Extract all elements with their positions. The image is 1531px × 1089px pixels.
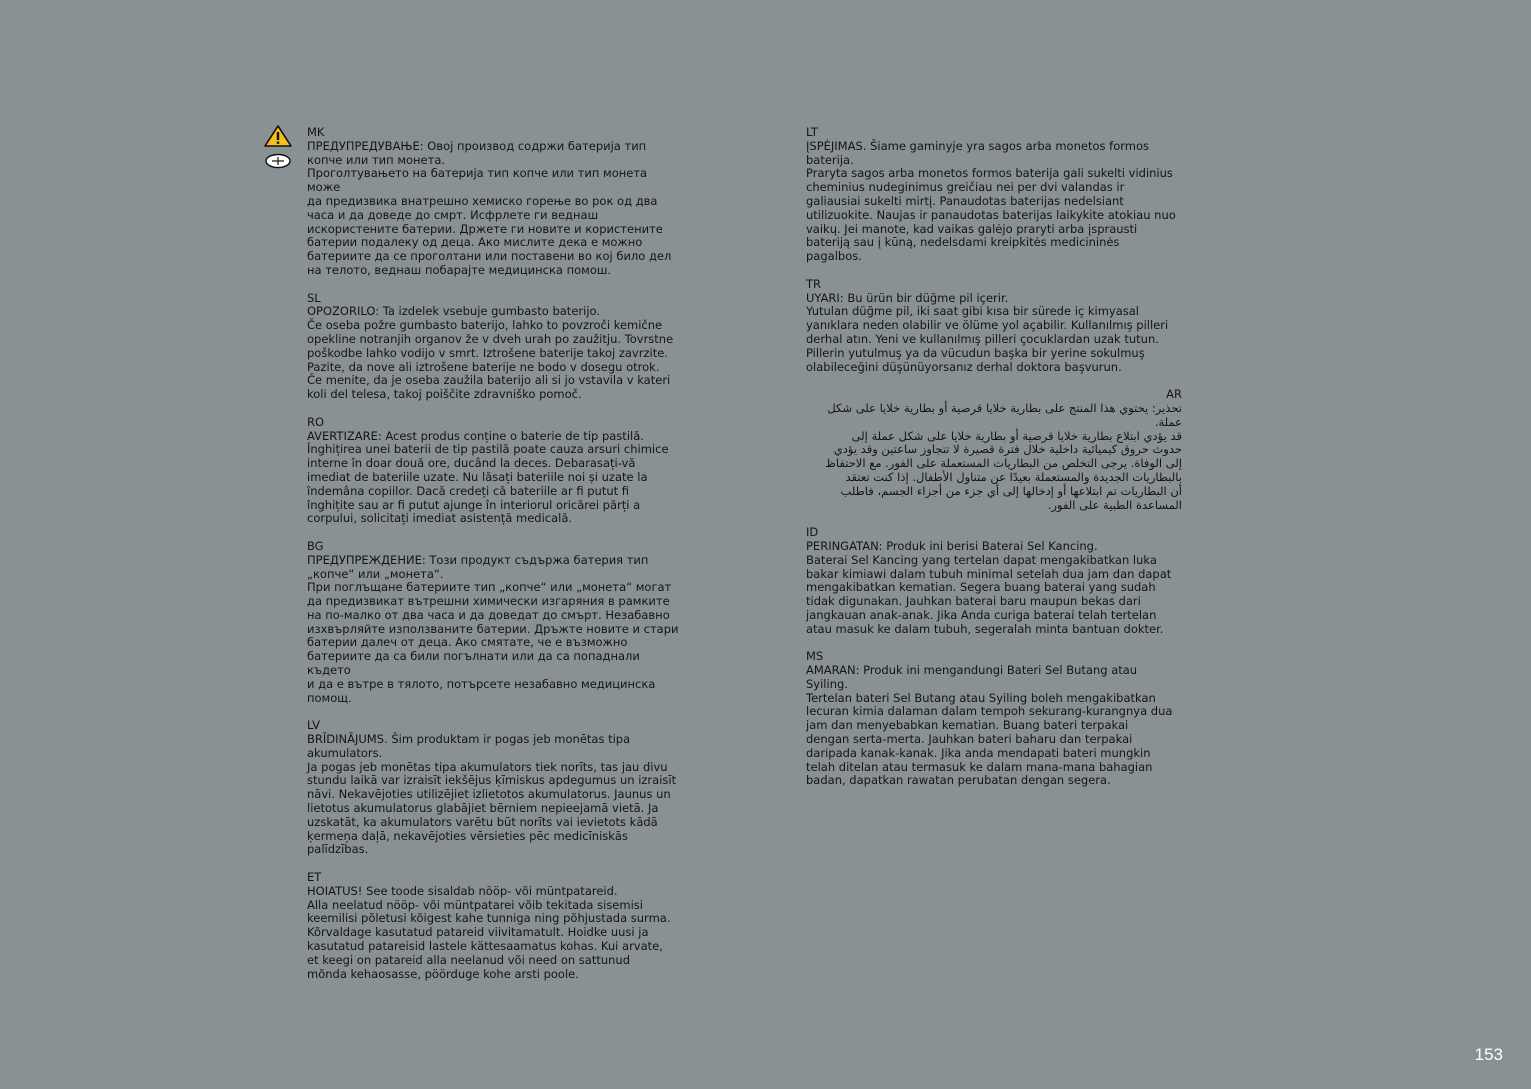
language-code: ET — [307, 870, 322, 885]
section-mk — [307, 126, 683, 278]
section-lv — [307, 719, 683, 857]
language-code: TR — [806, 276, 822, 291]
language-code: ID — [806, 525, 819, 540]
warning-text: ПРЕДУПРЕДУВАЊЕ: Овој производ содржи батерија тип копче или тип монета. Проголтувањето на батерија тип копче или тип монета може да предизвика внатрешно хемиско горење во рок од два часа и да доведе до смрт. Исфрлете ги веднаш искористените батерии. Држете ги новите и користените батерии подалеку од деца. Ако мислите дека е можно батериите да се проголтани или поставени во кој било дел на телото, веднаш побарајте медицинска помош. — [307, 138, 672, 277]
section-ar — [806, 388, 1182, 512]
language-code: AR — [1166, 387, 1182, 402]
warning-text: AVERTIZARE: Acest produs conține o baterie de tip pastilă. Înghițirea unei baterii de tip pastilă poate cauza arsuri chimice interne în doar două ore, ducând la deces. Debarasați-vă imediat de bateriile uzate. Nu lăsați bateriile noi și uzate la îndemâna copiilor. Dacă credeți că bateriile ar fi putut fi înghițite sau ar fi putut ajunge în interiorul oricărei părți a corpului, solicitați imediat asistență medicală. — [307, 428, 669, 526]
warning-icons — [264, 125, 292, 169]
warning-triangle-icon — [264, 125, 292, 147]
section-bg — [307, 540, 683, 706]
language-code: BG — [307, 538, 324, 553]
warning-text: UYARI: Bu ürün bir düğme pil içerir. Yutulan düğme pil, iki saat gibi kısa bir sürede iç kimyasal yanıklara neden olabilir ve ölüme yol açabilir. Kullanılmış pilleri derhal atın. Yeni ve kullanılmış pilleri çocuklardan uzak tutun. Pillerin yutulmuş ya da vücudun başka bir yerine sokulmuş olabileceğini düşünüyorsanız derhal doktora başvurun. — [806, 290, 1169, 374]
section-lt — [806, 126, 1182, 264]
section-tr — [806, 278, 1182, 375]
language-code: SL — [307, 290, 321, 305]
warning-text: تحذير: يحتوي هذا المنتج على بطارية خلايا قرصية أو بطارية خلايا على شكل عملة. قد يؤدي ابتلاع بطارية خلايا قرصية أو بطارية خلايا على شكل عملة إلى حدوث حروق كيميائية داخلية خلال فترة قصيرة لا تتجاوز ساعتين وقد يؤدي إلى الوفاة. يرجى التخلص من البطاريات المستعملة على الفور. مع الاحتفاظ بالبطاريات الجديدة والمستعملة بعيدًا عن متناول الأطفال. إذا كنت تعتقد أن البطاريات تم ابتلاعها أو إدخالها إلى أي جزء من أجزاء الجسم، فاطلب المساعدة الطبية على الفور. — [825, 400, 1182, 512]
left-column — [307, 126, 683, 995]
warning-text: AMARAN: Produk ini mengandungi Bateri Sel Butang atau Syiling. Tertelan bateri Sel Butang atau Syiling boleh mengakibatkan lecuran kimia dalaman dalam tempoh sekurang-kurangnya dua jam dan menyebabkan kematian. Buang bateri terpakai dengan serta-merta. Jauhkan bateri baharu dan terpakai daripada kanak-kanak. Jika anda mendapati bateri mungkin telah ditelan atau termasuk ke dalam mana-mana bahagian badan, dapatkan rawatan perubatan dengan segera. — [806, 663, 1173, 788]
section-et — [307, 871, 683, 981]
section-ms — [806, 650, 1182, 788]
section-ro — [307, 416, 683, 526]
warning-text: BRĪDINĀJUMS. Šim produktam ir pogas jeb monētas tipa akumulators. Ja pogas jeb monētas tipa akumulators tiek norīts, tas jau divu stundu laikā var izraisīt iekšējus ķīmiskus apdegumus un izraisīt nāvi. Nekavējoties utilizējiet izlietotos akumulatorus. Jaunus un lietotus akumulatorus glabājiet bērniem nepieejamā vietā. Ja uzskatāt, ka akumulators varētu būt norīts vai ievietots kādā ķermeņa daļā, nekavējoties vērsieties pēc medicīniskās palīdzības. — [307, 732, 677, 857]
language-code: MS — [806, 649, 824, 664]
warning-text: PERINGATAN: Produk ini berisi Baterai Sel Kancing. Baterai Sel Kancing yang tertelan dapat mengakibatkan luka bakar kimiawi dalam tubuh minimal setelah dua jam dan dapat mengakibatkan kematian. Segera buang baterai yang sudah tidak digunakan. Jauhkan baterai baru maupun bekas dari jangkauan anak-anak. Jika Anda curiga baterai telah tertelan atau masuk ke dalam tubuh, segeralah minta bantuan dokter. — [806, 538, 1172, 636]
warning-text: ПРЕДУПРЕЖДЕНИЕ: Този продукт съдържа батерия тип „копче“ или „монета“. При поглъщане батериите тип „копче“ или „монета“ могат да предизвикат вътрешни химически изгаряния в рамките на по-малко от два часа и да доведат до смърт. Незабавно изхвърляйте използваните батерии. Дръжте новите и стари батерии далеч от деца. Ако смятате, че е възможно батериите да са били погълнати или да са попаднали където и да е вътре в тялото, потърсете незабавно медицинска помощ. — [307, 552, 679, 705]
warning-text: ĮSPĖJIMAS. Šiame gaminyje yra sagos arba monetos formos baterija. Praryta sagos arba monetos formos baterija gali sukelti vidinius cheminius nudeginimus greičiau nei per dvi valandas ir galiausiai sukelti mirtį. Panaudotas baterijas nedelsiant utilizuokite. Naujas ir panaudotas baterijas laikykite atokiau nuo vaikų. Jei manote, kad vaikas galėjo praryti arba įsprausti bateriją sau į kūną, nedelsdami kreipkitės medicininės pagalbos. — [806, 138, 1176, 264]
coin-battery-icon — [264, 153, 292, 169]
right-column — [806, 126, 1182, 802]
language-code: MK — [307, 125, 325, 139]
warning-text: HOIATUS! See toode sisaldab nööp- või müntpatareid. Alla neelatud nööp- või müntpatarei võib tekitada sisemisi keemilisi põletusi kõigest kahe tunniga ning põhjustada surma. Kõrvaldage kasutatud patareid viivitamatult. Hoidke uusi ja kasutatud patareisid lastele kättesaamatus kohas. Kui arvate, et keegi on patareid alla neelanud või need on sattunud mõnda kehaosasse, pöörduge kohe arsti poole. — [307, 883, 671, 981]
warning-text: OPOZORILO: Ta izdelek vsebuje gumbasto baterijo. Če oseba požre gumbasto baterijo, lahko to povzroči kemične opekline notranjih organov že v dveh urah po zaužitju. Tovrstne poškodbe lahko vodijo v smrt. Iztrošene baterije takoj zavrzite. Pazite, da nove ali iztrošene baterije ne bodo v dosegu otrok. Če menite, da je oseba zaužila baterijo ali si jo vstavila v kateri koli del telesa, takoj poiščite zdravniško pomoč. — [307, 304, 674, 402]
page-number: 153 — [1474, 1045, 1503, 1064]
language-code: LV — [307, 718, 321, 733]
section-id — [806, 526, 1182, 636]
language-code: RO — [307, 414, 325, 429]
section-sl — [307, 292, 683, 402]
language-code: LT — [806, 125, 818, 139]
